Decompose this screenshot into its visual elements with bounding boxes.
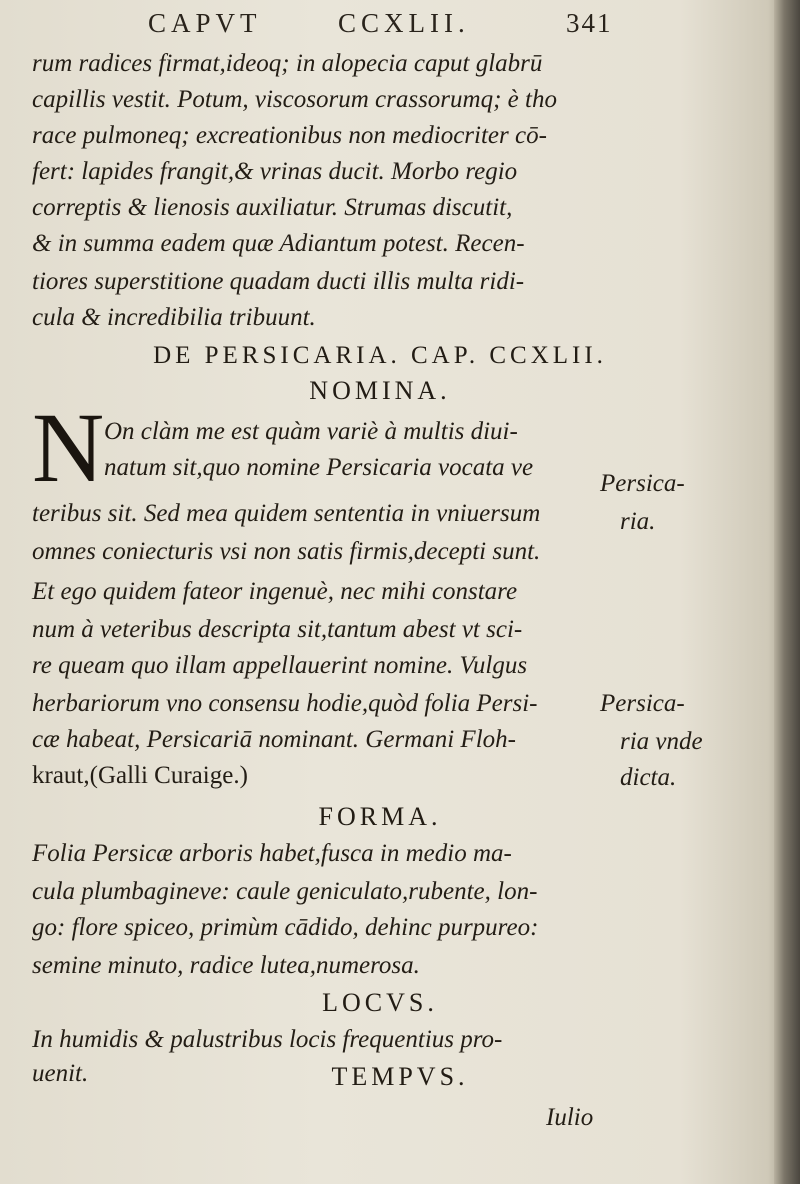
text-line: correptis & lienosis auxiliatur. Strumas discutit, — [32, 194, 513, 221]
text-line: race pulmoneq; excreationibus non mediocriter cō- — [32, 122, 547, 149]
section-heading-tempus: TEMPVS. — [331, 1062, 469, 1091]
section-heading-locus: LOCVS. — [322, 988, 438, 1017]
margin-note: Persica- — [600, 470, 685, 497]
text-line: omnes coniecturis vsi non satis firmis,decepti sunt. — [32, 538, 541, 565]
text-line: num à veteribus descripta sit,tantum abest vt sci- — [32, 616, 523, 643]
drop-cap: N — [32, 392, 105, 503]
header-chapter-number: CCXLII. — [338, 8, 470, 38]
book-gutter — [774, 0, 800, 1184]
section-heading-nomina: NOMINA. — [309, 376, 451, 405]
text-line: natum sit,quo nomine Persicaria vocata ve — [104, 454, 534, 481]
text-line: cæ habeat, Persicariā nominant. Germani Floh- — [32, 726, 516, 753]
header-caput: CAPVT — [148, 8, 262, 38]
text-line: rum radices firmat,ideoq; in alopecia caput glabrū — [32, 50, 543, 77]
section-heading-forma: FORMA. — [318, 802, 442, 831]
text-line: Et ego quidem fateor ingenuè, nec mihi constare — [32, 578, 518, 605]
text-line: & in summa eadem quæ Adiantum potest. Recen- — [32, 230, 525, 257]
text-line: tiores superstitione quadam ducti illis multa ridi- — [32, 268, 525, 295]
running-header — [148, 8, 628, 48]
margin-note: ria. — [620, 508, 656, 535]
text-line: kraut,(Galli Curaige.) — [32, 762, 248, 789]
text-line: herbariorum vno consensu hodie,quòd folia Persi- — [32, 690, 538, 717]
margin-note: ria vnde — [620, 728, 703, 755]
text-line: re queam quo illam appellauerint nomine. Vulgus — [32, 652, 528, 679]
text-line: cula plumbagineve: caule geniculato,rubente, lon- — [32, 878, 538, 905]
catchword: Iulio — [546, 1104, 594, 1131]
text-line: fert: lapides frangit,& vrinas ducit. Morbo regio — [32, 158, 518, 185]
text-line: cula & incredibilia tribuunt. — [32, 304, 316, 331]
text-line: teribus sit. Sed mea quidem sententia in vniuersum — [32, 500, 541, 527]
text-line: go: flore spiceo, primùm cādido, dehinc purpureo: — [32, 914, 539, 941]
text-line: In humidis & palustribus locis frequentius pro- — [32, 1026, 503, 1053]
page-number: 341 — [566, 8, 613, 38]
margin-note: Persica- — [600, 690, 685, 717]
text-line: uenit. — [32, 1060, 89, 1087]
text-line: capillis vestit. Potum, viscosorum crassorumq; è tho — [32, 86, 557, 113]
chapter-title: DE PERSICARIA. CAP. CCXLII. — [153, 342, 607, 369]
text-line: semine minuto, radice lutea,numerosa. — [32, 952, 420, 979]
margin-note: dicta. — [620, 764, 677, 791]
text-line: On clàm me est quàm variè à multis diui- — [104, 418, 518, 445]
text-line: Folia Persicæ arboris habet,fusca in medio ma- — [32, 840, 512, 867]
